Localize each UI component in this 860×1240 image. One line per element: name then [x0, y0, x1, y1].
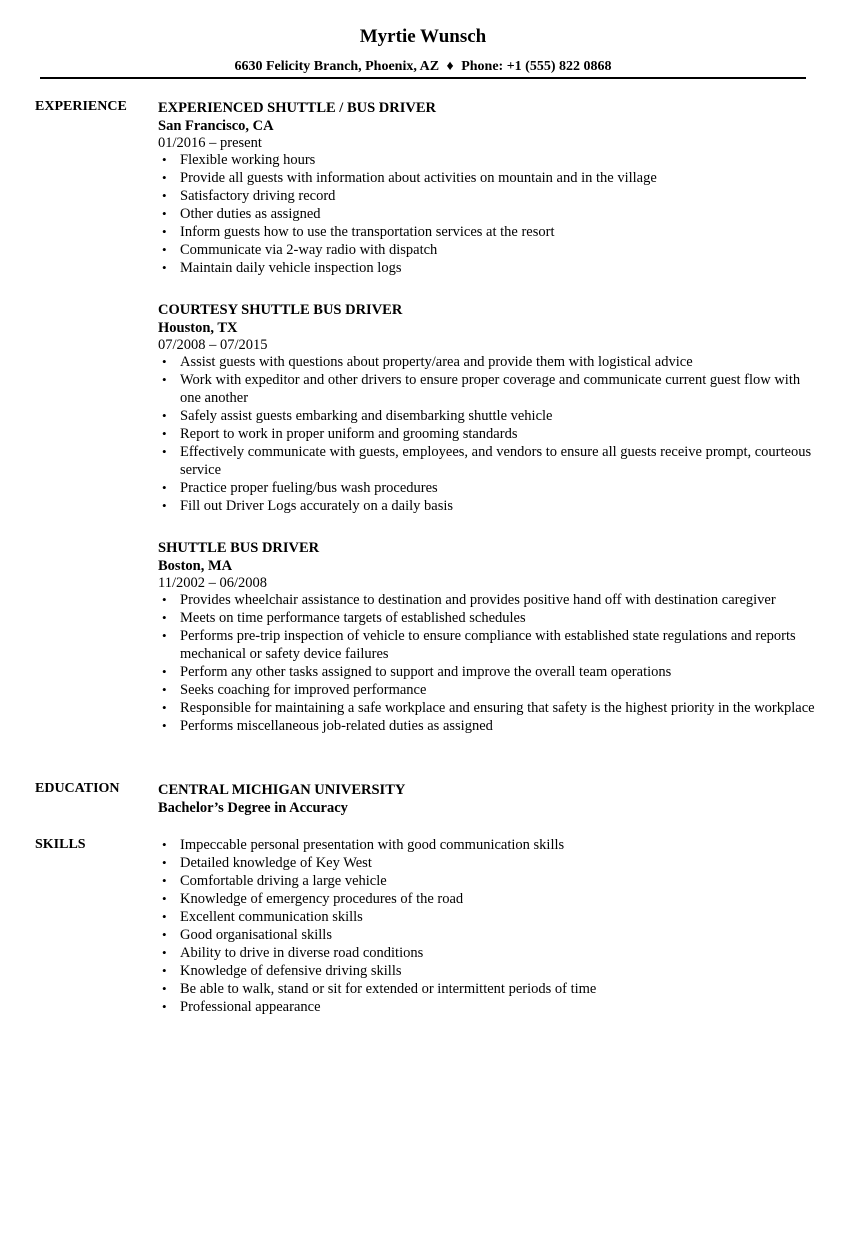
list-item: • Fill out Driver Logs accurately on a daily basis [158, 497, 818, 515]
list-item: • Knowledge of defensive driving skills [158, 962, 818, 980]
list-item: • Other duties as assigned [158, 205, 818, 223]
section-label-skills: SKILLS [35, 837, 86, 852]
list-item: • Meets on time performance targets of established schedules [158, 609, 818, 627]
list-item: • Be able to walk, stand or sit for extended or intermittent periods of time [158, 980, 818, 998]
list-item: • Communicate via 2-way radio with dispatch [158, 241, 818, 259]
list-item: • Seeks coaching for improved performance [158, 681, 818, 699]
list-item: • Performs miscellaneous job-related duties as assigned [158, 717, 818, 735]
list-item: • Practice proper fueling/bus wash procedures [158, 479, 818, 497]
list-item: • Effectively communicate with guests, employees, and vendors to ensure all guests receive prompt, courteous service [158, 443, 818, 479]
list-item: • Provide all guests with information about activities on mountain and in the village [158, 169, 818, 187]
diamond-separator-icon: ♦ [446, 59, 454, 74]
list-item: • Ability to drive in diverse road conditions [158, 944, 818, 962]
list-item: • Maintain daily vehicle inspection logs [158, 259, 818, 277]
list-item: • Perform any other tasks assigned to support and improve the overall team operations [158, 663, 818, 681]
job-dates: 07/2008 – 07/2015 [158, 337, 268, 353]
job-title: COURTESY SHUTTLE BUS DRIVER [158, 302, 403, 318]
list-item: • Inform guests how to use the transportation services at the resort [158, 223, 818, 241]
phone: Phone: +1 (555) 822 0868 [461, 59, 612, 74]
list-item: • Excellent communication skills [158, 908, 818, 926]
list-item: • Performs pre-trip inspection of vehicle to ensure compliance with established state regulations and reports mechanical or safety device failures [158, 627, 818, 663]
experience-entry [158, 99, 818, 277]
list-item: • Provides wheelchair assistance to destination and provides positive hand off with destination caregiver [158, 591, 818, 609]
job-title: EXPERIENCED SHUTTLE / BUS DRIVER [158, 100, 436, 116]
list-item: • Good organisational skills [158, 926, 818, 944]
list-item: • Work with expeditor and other drivers to ensure proper coverage and communicate current guest flow with one another [158, 371, 818, 407]
experience-entry [158, 301, 818, 515]
list-item: • Detailed knowledge of Key West [158, 854, 818, 872]
job-location: Boston, MA [158, 558, 233, 574]
list-item: • Satisfactory driving record [158, 187, 818, 205]
education-entry [158, 781, 818, 817]
list-item: • Impeccable personal presentation with good communication skills [158, 836, 818, 854]
list-item: • Professional appearance [158, 998, 818, 1016]
list-item: • Responsible for maintaining a safe workplace and ensuring that safety is the highest priority in the workplace [158, 699, 818, 717]
list-item: • Knowledge of emergency procedures of the road [158, 890, 818, 908]
job-title: SHUTTLE BUS DRIVER [158, 540, 320, 556]
job-dates: 01/2016 – present [158, 135, 262, 151]
job-duties [158, 353, 818, 515]
school-name: CENTRAL MICHIGAN UNIVERSITY [158, 782, 406, 798]
header-divider [40, 77, 806, 79]
list-item: • Comfortable driving a large vehicle [158, 872, 818, 890]
list-item: • Flexible working hours [158, 151, 818, 169]
contact-line [0, 58, 846, 76]
experience-entry [158, 539, 818, 735]
list-item: • Report to work in proper uniform and grooming standards [158, 425, 818, 443]
job-location: San Francisco, CA [158, 118, 274, 134]
degree: Bachelor’s Degree in Accuracy [158, 800, 348, 816]
skills-list-block [158, 836, 818, 1016]
skills-list [158, 836, 818, 1016]
job-duties [158, 151, 818, 277]
section-label-experience: EXPERIENCE [35, 99, 127, 114]
job-dates: 11/2002 – 06/2008 [158, 575, 268, 591]
candidate-name: Myrtie Wunsch [359, 26, 487, 47]
job-location: Houston, TX [158, 320, 238, 336]
list-item: • Assist guests with questions about property/area and provide them with logistical advice [158, 353, 818, 371]
list-item: • Safely assist guests embarking and disembarking shuttle vehicle [158, 407, 818, 425]
address: 6630 Felicity Branch, Phoenix, AZ [234, 59, 440, 74]
job-duties [158, 591, 818, 735]
section-label-education: EDUCATION [35, 781, 120, 796]
